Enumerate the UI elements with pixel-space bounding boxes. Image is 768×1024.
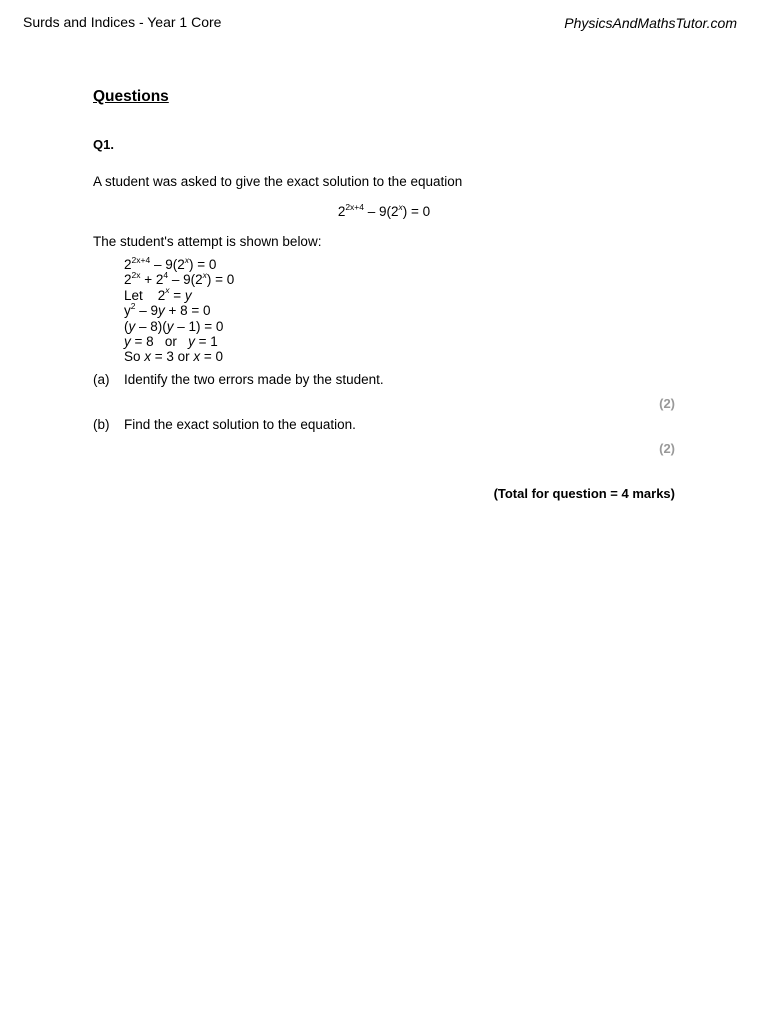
- part-text: Identify the two errors made by the student.: [124, 372, 384, 387]
- working-line: $y^2 - 9y + 8 = 0$: [124, 300, 211, 319]
- part-label: (a): [93, 372, 110, 387]
- question-part-a: [93, 372, 384, 387]
- working-line: So x = 3 or x = 0: [124, 349, 224, 365]
- question-part-b: [93, 417, 356, 432]
- marks-part-b: (2): [659, 441, 675, 456]
- working-line: y = 8 or y = 1: [124, 334, 218, 350]
- part-text: Find the exact solution to the equation.: [124, 417, 356, 432]
- section-title: Questions: [93, 88, 169, 105]
- question-intro: A student was asked to give the exact solution to the equation: [93, 174, 463, 189]
- attempt-intro: The student's attempt is shown below:: [93, 234, 322, 249]
- marks-part-a: (2): [659, 396, 675, 411]
- working-line: $2^{2x} + 2^4 - 9(2^x) = 0$: [124, 269, 235, 288]
- part-label: (b): [93, 417, 110, 432]
- working-line: $2^{2x+4} - 9(2^x) = 0$: [124, 254, 217, 272]
- main-equation: $2^{2x+4} - 9(2^x) = 0$: [337, 201, 431, 219]
- header-title: Surds and Indices - Year 1 Core: [23, 14, 222, 30]
- question-number: Q1.: [93, 137, 114, 152]
- total-marks: (Total for question = 4 marks): [493, 486, 675, 501]
- header-website: PhysicsAndMathsTutor.com: [564, 15, 737, 31]
- working-line: Let $2^x = y$: [124, 285, 192, 303]
- student-working: [124, 254, 235, 365]
- working-line: (y – 8)(y – 1) = 0: [124, 318, 224, 334]
